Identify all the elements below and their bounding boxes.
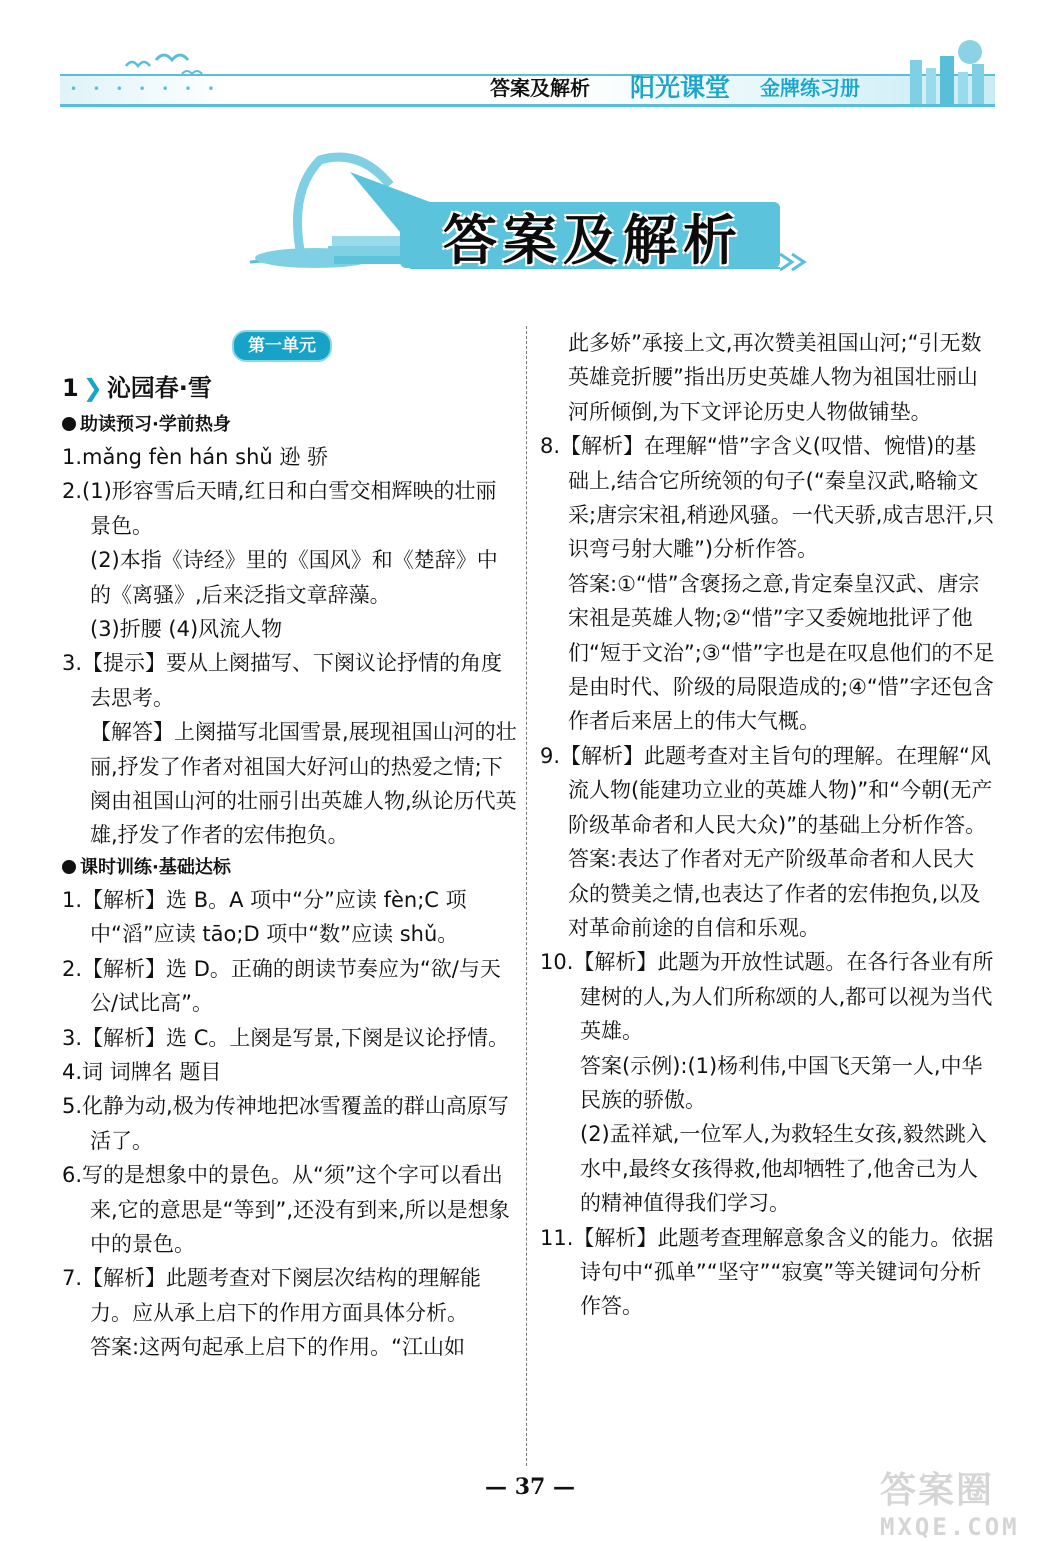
chevron-right-icon: ❯ [82,374,103,402]
answer-b1: 1.【解析】选 B。A 项中“分”应读 fèn;C 项中“滔”应读 tāo;D 项中“数”应读 shǔ。 [62,887,467,947]
answer-b10-1: 10.【解析】此题为开放性试题。在各行各业有所建树的人,为人们所称颂的人,都可以视为当代英雄。 [540,950,994,1044]
answer-b7-1: 7.【解析】此题考查对下阕层次结构的理解能力。应从承上启下的作用方面具体分析。 [62,1266,482,1325]
watermark-logo: 答案圈 MXQE.COM [880,1470,1020,1541]
answer-b2: 2.【解析】选 D。正确的朗读节奏应为“欲/与天公/试比高”。 [62,956,501,1016]
header-answer-label: 答案及解析 [490,76,590,100]
answer-b5: 5.化静为动,极为传神地把冰雪覆盖的群山高原写活了。 [62,1094,509,1153]
answer-b3: 3.【解析】选 C。上阕是写景,下阕是议论抒情。 [62,1025,510,1050]
section-heading-training: 课时训练·基础达标 [62,853,517,883]
answer-a3-2: 【解答】上阕描写北国雪景,展现祖国山河的壮丽,抒发了作者对祖国大好河山的热爱之情;下阕由祖国山河的壮丽引出英雄人物,纵论历代英雄,抒发了作者的宏伟抱负。 [90,720,517,848]
answer-b10-3: (2)孟祥斌,一位军人,为救轻生女孩,毅然跳入水中,最终女孩得救,他却牺牲了,他舍己为人的精神值得我们学习。 [580,1122,987,1216]
answer-b9-1: 9.【解析】此题考查对主旨句的理解。在理解“风流人物(能建功立业的英雄人物)”和“今朝(无产阶级革命者和人民大众)”的基础上分析作答。 [540,743,993,837]
bullet-icon [62,417,76,431]
answer-a2-1: 2.(1)形容雪后天晴,红日和白雪交相辉映的壮丽景色。 [62,479,497,538]
answer-b6: 6.写的是想象中的景色。从“须”这个字可以看出来,它的意思是“等到”,还没有到来,所以是想象中的景色。 [62,1163,510,1256]
answer-b7-2: 答案:这两句起承上启下的作用。“江山如 [90,1335,465,1360]
page-header [60,38,1000,108]
title-banner [240,150,810,280]
lesson-title: 沁园春·雪 [106,374,212,402]
banner-title: 答案及解析 [443,209,743,272]
answer-b4: 4.词 词牌名 题目 [62,1059,222,1084]
answer-b8-2: 答案:①“惜”含褒扬之意,肯定秦皇汉武、唐宗宋祖是英雄人物;②“惜”字又委婉地批评了他们“短于文治”;③“惜”字也是在叹息他们的不足是由时代、阶级的局限造成的;④“惜”字还包含作者后来居上的伟大气概。 [568,571,995,734]
answer-b7-cont: 此多娇”承接上文,再次赞美祖国山河;“引无数英雄竞折腰”指出历史英雄人物为祖国壮丽山河所倾倒,为下文评论历史人物做铺垫。 [568,331,982,424]
bullet-icon [62,860,76,874]
answer-b10-2: 答案(示例):(1)杨利伟,中国飞天第一人,中华民族的骄傲。 [580,1053,983,1112]
header-dots: • • • • • • • [70,82,221,96]
answer-b11: 11.【解析】此题考查理解意象含义的能力。依据诗句中“孤单”“坚守”“寂寞”等关键词句分析作答。 [540,1225,994,1319]
lesson-number: 1 [62,374,79,402]
page-number: — 37 — [485,1474,575,1500]
unit-badge: 第一单元 [232,330,332,362]
column-divider [526,326,527,1466]
header-book-title: 金牌练习册 [760,76,860,100]
answer-b9-2: 答案:表达了作者对无产阶级革命者和人民大众的赞美之情,也表达了作者的宏伟抱负,以及对革命前途的自信和乐观。 [568,847,981,940]
left-column [62,326,517,1365]
answer-a3-1: 3.【提示】要从上阕描写、下阕议论抒情的角度去思考。 [62,651,503,710]
section-heading-preview: 助读预习·学前热身 [62,410,517,440]
answer-a2-3: (3)折腰 (4)风流人物 [90,617,283,642]
answer-a2-2: (2)本指《诗经》里的《国风》和《楚辞》中的《离骚》,后来泛指文章辞藻。 [90,548,498,607]
right-column [540,326,995,1324]
answer-b8-1: 8.【解析】在理解“惜”字含义(叹惜、惋惜)的基础上,结合它所统领的句子(“秦皇汉武,略输文采;唐宗宋祖,稍逊风骚。一代天骄,成吉思汗,只识弯弓射大雕”)分析作答。 [540,434,995,562]
header-brand: 阳光课堂 [630,73,731,102]
buildings-icon [890,38,1000,112]
answer-a1: 1.mǎng fèn hán shǔ 逊 骄 [62,445,329,469]
lesson-heading [62,366,517,410]
